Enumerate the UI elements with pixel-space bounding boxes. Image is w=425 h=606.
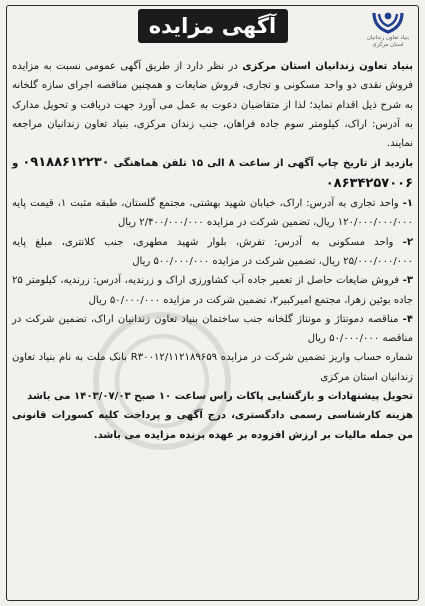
item-text: فروش ضایعات حاصل از تعمیر جاده آب کشاورزی اراک و زرندیه، آدرس: زرندیه، کیلومتر ۲۵ جاده بوئین زهرا، مجتمع امیرکبیر۲، تضمین شرکت در مزایده ۵۰/۰۰۰/۰۰۰ ریال [12,275,413,306]
list-item [12,233,413,272]
delivery-paragraph: تحویل پیشنهادات و بازگشایی پاکات راس ساعت ۱۰ صبح ۱۴۰۳/۰۷/۰۳ می باشد [27,391,413,403]
list-item [12,194,413,233]
phone-1: ۰۹۱۸۸۶۱۲۲۳۰ [22,155,110,171]
logo-text: بنیاد تعاون زندانیان [366,35,410,41]
visit-paragraph [12,153,413,194]
list-item [12,310,413,349]
item-number: ۲- [402,236,413,248]
item-number: ۴- [402,313,413,325]
item-text: مناقصه دمونتاژ و مونتاژ گلخانه جنب ساختمان بنیاد تعاون زندانیان اراک، تضمین شرکت در مناقصه ۵۰/۰۰۰/۰۰۰ ریال [12,313,413,345]
footer-paragraph: هزینه کارشناسی رسمی دادگستری، درج آگهی و پرداخت کلیه کسورات قانونی من جمله مالیات بر ارزش افزوده بر عهده برنده مزایده می باشد. [12,410,413,441]
item-number: ۱- [402,198,413,210]
intro-paragraph [12,57,413,153]
item-text: واحد تجاری به آدرس: اراک، خیابان شهید بهشتی، مجتمع گلستان، طبقه مثبت ۱، قیمت پایه ۱۲۰/۰۰۰/۰۰۰/۰۰۰ ریال، تضمین شرکت در مزایده ۲/۴۰۰/۰۰۰/۰۰۰ ریال [12,198,413,229]
ad-header [12,9,413,57]
ad-title: آگهی مزایده [138,9,288,43]
intro-text: در نظر دارد از طریق آگهی عمومی نسبت به مزایده فروش نقدی دو واحد مسکونی و تجاری، فروش ضایعات و همچنین مناقصه اجرای سازه گلخانه به شرح ذیل اقدام نماید؛ لذا از متقاضیان دعوت به عمل می آورد جهت دریافت و تحویل مدارک به آدرس: اراک، کیلومتر سوم جاده فراهان، جنب زندان مرکزی، بنیاد تعاون زندانیان مراجعه نمایند. [12,61,413,150]
hands-logo-icon [371,9,405,35]
account-paragraph: شماره حساب واریز تضمین شرکت در مزایده ۱۱۲۱۸۹۶۵۹/R۳۰۰۱۲ بانک ملت به نام بنیاد تعاون زندانیان استان مرکزی [12,352,413,383]
org-logo [365,9,411,49]
item-number: ۳- [402,275,413,287]
item-text: واحد مسکونی به آدرس: تفرش، بلوار شهید مطهری، جنب کلانتری، مبلغ پایه ۲۵/۰۰۰/۰۰۰/۰۰۰ ریال، تضمین شرکت در مزایده ۵۰۰/۰۰۰/۰۰۰ ریال [12,236,413,267]
phone-2: ۰۸۶۳۴۲۵۷۰۰۶ [325,175,413,191]
list-item [12,271,413,310]
logo-subtext: استان مرکزی [372,42,404,48]
org-name: بنیاد تعاون زندانیان استان مرکزی [242,61,413,72]
visit-text: بازدید از تاریخ چاپ آگهی از ساعت ۸ الی ۱۵ تلفن هماهنگی [109,158,413,170]
ad-frame [6,5,419,601]
ad-body [12,57,413,445]
visit-and: و [12,158,23,170]
